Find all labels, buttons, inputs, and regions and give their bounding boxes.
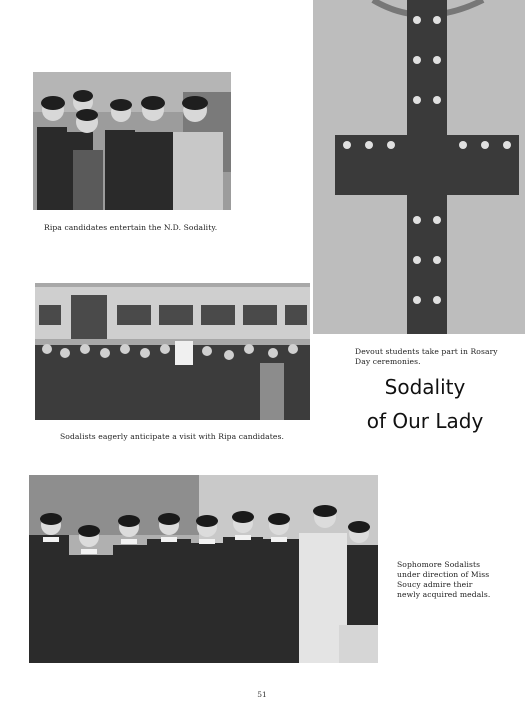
photo-sophomore-medals xyxy=(29,475,378,663)
caption-anticipate-visit: Sodalists eagerly anticipate a visit with Ripa candidates. xyxy=(60,432,285,441)
title-line-2: of Our Lady xyxy=(366,409,484,433)
caption-rosary-day: Devout students take part in Rosary Day ceremonies. xyxy=(355,347,498,366)
caption-ripa-entertain: Ripa candidates entertain the N.D. Sodality. xyxy=(44,223,218,232)
caption-sophomore-medals: Sophomore Sodalists under direction of Miss Soucy admire their newly acquired medals. xyxy=(397,560,491,599)
title-line-1: Sodality xyxy=(384,375,466,399)
photo-ripa-candidates xyxy=(33,72,231,210)
page-title xyxy=(340,375,510,433)
photo-rosary-cross xyxy=(313,0,525,334)
page-number: 51 xyxy=(257,690,267,699)
photo-sodalists-bus xyxy=(35,283,310,420)
